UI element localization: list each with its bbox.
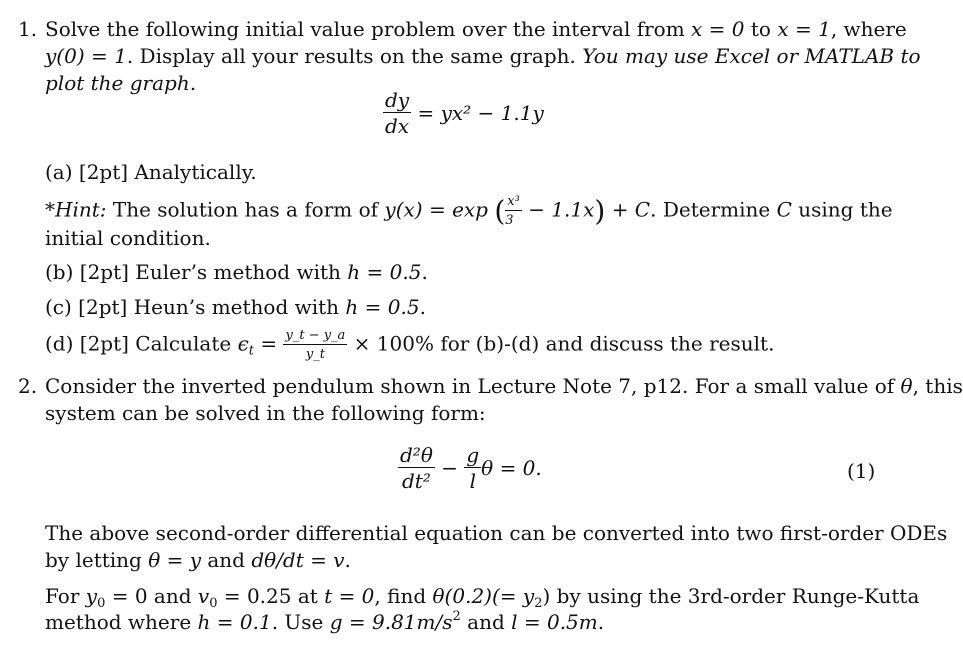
text-fragment: method where (45, 610, 198, 634)
fraction-denominator: y_t (305, 347, 325, 362)
problem-2-line-1 (45, 374, 963, 398)
problem-2-task-line-2 (45, 610, 604, 634)
problem-2-line-2: system can be solved in the following form: (45, 401, 486, 425)
text-fragment: . (597, 610, 605, 634)
math-step: h = 0.5 (345, 295, 420, 319)
text-fragment: . (419, 295, 426, 319)
fraction-denominator: l (469, 469, 476, 493)
fraction-denominator: dt² (402, 469, 431, 493)
text-fragment: by letting (45, 548, 149, 572)
text-fragment: by using the 3rd-order Runge-Kutta (550, 584, 920, 608)
text-fragment: using the (791, 197, 893, 222)
problem-1-number: 1. (18, 17, 38, 41)
text-fragment: (c) [2pt] Heun’s method with (45, 295, 346, 319)
italic-note: You may use Excel or MATLAB to (582, 44, 921, 68)
text-fragment: . Determine (650, 197, 777, 222)
y2-subscript: 2 (534, 596, 543, 611)
v0-subscript: 0 (209, 596, 218, 611)
text-fragment: , this (912, 374, 963, 398)
hint-star: * (45, 197, 55, 222)
math-gravity: g = 9.81m/s (329, 610, 453, 634)
hint-fraction (505, 195, 522, 227)
text-fragment: . Use (271, 610, 330, 634)
left-paren: ( (494, 194, 506, 228)
problem-2-paragraph-line-2 (45, 548, 351, 572)
problem-2-paragraph-line-1: The above second-order differential equation can be converted into two first-order ODEs (45, 521, 948, 545)
error-fraction (283, 329, 347, 361)
fraction-numerator: d²θ (400, 443, 433, 467)
math-c: C (776, 197, 792, 222)
text-fragment: . Display all your results on the same graph. (126, 44, 576, 68)
text-fragment: (b) [2pt] Euler’s method with (45, 260, 348, 284)
fraction-denominator: 3 (505, 213, 514, 228)
math-epsilon: ϵ (237, 331, 249, 356)
math-y0: y (85, 584, 98, 608)
math-x0: x = 0 (691, 17, 745, 41)
text-fragment: to (744, 17, 778, 41)
math-length: l = 0.5m (511, 610, 598, 634)
text-fragment: ) (542, 584, 551, 608)
equation-rest: θ = 0. (481, 456, 542, 480)
math-step: h = 0.1 (197, 610, 272, 634)
part-c (45, 295, 426, 319)
math-theta-target: θ(0.2)(= y (432, 584, 535, 608)
math-x1: x = 1 (777, 17, 831, 41)
problem-1-intro-line-2 (45, 44, 921, 68)
fraction-numerator: x³ (507, 194, 520, 209)
y0-subscript: 0 (97, 596, 106, 611)
equation-label: (1) (847, 459, 876, 483)
text-fragment: × 100% for (b)-(d) and discuss the result. (347, 331, 775, 356)
problem-1-intro-line-1 (45, 17, 907, 41)
part-a: (a) [2pt] Analytically. (45, 160, 257, 184)
text-fragment: , where (830, 17, 907, 41)
text-fragment: Solve the following initial value problem over the interval from (45, 17, 692, 41)
text-fragment: Consider the inverted pendulum shown in Lecture Note 7, p12. For a small value of (45, 374, 901, 398)
math-term: − 1.1x (528, 197, 595, 222)
hint-label: Hint: (55, 197, 107, 222)
fraction-numerator: g (466, 443, 480, 467)
math-substitution-1: θ = y (148, 548, 202, 572)
part-d (45, 328, 775, 362)
problem-1-intro-line-3: plot the graph. (45, 71, 197, 95)
math-substitution-2: dθ/dt = v (251, 548, 345, 572)
text-fragment: and (460, 610, 512, 634)
math-initial-condition: y(0) = 1 (45, 44, 127, 68)
g-over-l-fraction (464, 445, 481, 491)
hint-line-2: initial condition. (45, 226, 211, 250)
math-constant: + C (611, 197, 651, 222)
hint-line-1 (45, 194, 893, 228)
fraction-denominator: dx (385, 114, 410, 138)
fraction-numerator: dy (385, 88, 410, 112)
math-theta: θ (900, 374, 913, 398)
epsilon-subscript: t (248, 343, 254, 359)
problem-2-task-line-1 (45, 584, 920, 611)
pendulum-equation (398, 445, 542, 491)
derivative-fraction (383, 90, 411, 136)
math-step: h = 0.5 (347, 260, 422, 284)
math-t0: t = 0 (324, 584, 375, 608)
ode-equation (383, 90, 544, 136)
text-fragment: . (421, 260, 428, 284)
text-fragment: at (291, 584, 325, 608)
text-fragment: (d) [2pt] Calculate (45, 331, 238, 356)
right-paren: ) (594, 194, 606, 228)
minus-sign: − (441, 456, 458, 480)
problem-2-number: 2. (18, 374, 38, 398)
second-derivative-fraction (398, 445, 435, 491)
text-fragment: = (254, 331, 284, 356)
math-y0-value: = 0 (105, 584, 148, 608)
math-v0-value: = 0.25 (217, 584, 292, 608)
part-b (45, 260, 428, 284)
text-fragment: The solution has a form of (106, 197, 385, 222)
text-fragment: , find (374, 584, 433, 608)
text-fragment: For (45, 584, 86, 608)
gravity-exponent: 2 (452, 609, 461, 624)
ode-rhs: = yx² − 1.1y (417, 101, 544, 125)
text-fragment: . (344, 548, 351, 572)
math-v0: v (197, 584, 210, 608)
text-fragment: and (147, 584, 198, 608)
fraction-numerator: y_t − y_a (285, 328, 346, 343)
text-fragment: and (201, 548, 252, 572)
math-solution-form: y(x) = exp (384, 197, 488, 222)
